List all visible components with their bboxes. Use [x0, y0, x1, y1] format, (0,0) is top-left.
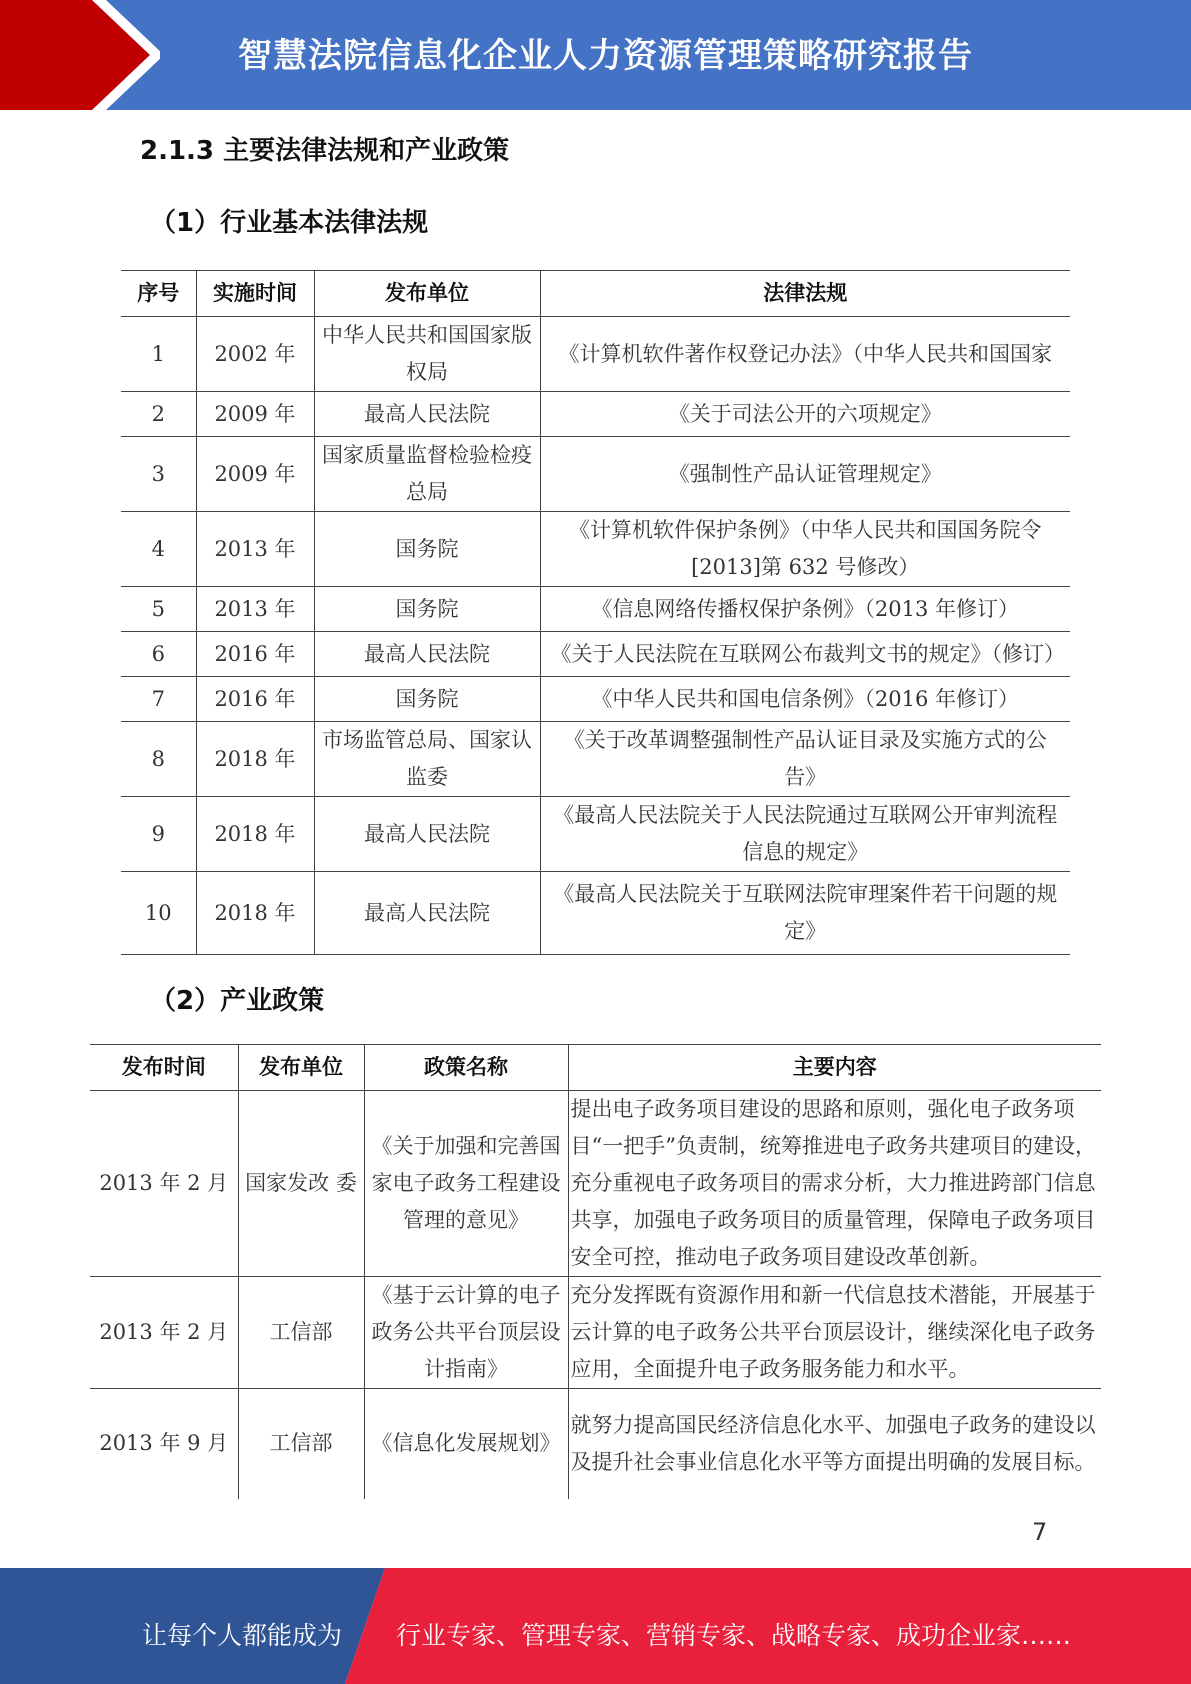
column-header: 序号 [137, 281, 180, 305]
effective-year: 2016 年 [196, 677, 314, 722]
issuer: 最高人民法院 [314, 632, 540, 677]
policy-content: 充分发挥既有资源作用和新一代信息技术潜能，开展基于云计算的电子政务公共平台顶层设计，继续深化电子政务应用，全面提升电子政务服务能力和水平。 [568, 1277, 1101, 1389]
table-row [121, 437, 1070, 512]
publish-date: 2013 年 9 月 [99, 1431, 229, 1456]
row-number: 2 [151, 401, 165, 426]
publish-date: 2013 年 2 月 [99, 1171, 229, 1195]
table-row [121, 392, 1070, 437]
effective-year: 2009 年 [196, 437, 314, 512]
column-header: 发布单位 [238, 1045, 364, 1091]
issuer: 中华人民共和国国家版权局 [314, 317, 540, 392]
footer-slogan-right: 行业专家、管理专家、营销专家、战略专家、成功企业家…… [396, 1621, 1072, 1650]
column-header: 政策名称 [364, 1045, 568, 1091]
table-row [121, 872, 1070, 955]
row-number: 1 [151, 341, 165, 366]
table-row [121, 632, 1070, 677]
row-number: 4 [151, 536, 165, 561]
table-header-row [90, 1045, 1101, 1091]
table-row [90, 1389, 1101, 1499]
issuer: 最高人民法院 [314, 797, 540, 872]
table-row [121, 797, 1070, 872]
policy-name: 《关于加强和完善国家电子政务工程建设管理的意见》 [364, 1091, 568, 1277]
table-row [90, 1277, 1101, 1389]
table-row [90, 1091, 1101, 1277]
row-number: 5 [151, 596, 165, 621]
row-number: 6 [151, 641, 165, 666]
policy-name: 《基于云计算的电子政务公共平台顶层设计指南》 [364, 1277, 568, 1389]
column-header: 发布单位 [314, 271, 540, 317]
report-title: 智慧法院信息化企业人力资源管理策略研究报告 [238, 36, 973, 76]
law-title: 《强制性产品认证管理规定》 [540, 437, 1070, 512]
subsection-heading-policies: （2）产业政策 [150, 986, 325, 1016]
row-number: 9 [151, 821, 165, 846]
subsection-heading-laws: （1）行业基本法律法规 [150, 208, 429, 238]
issuer: 工信部 [238, 1389, 364, 1499]
issuer: 最高人民法院 [314, 392, 540, 437]
page-number: 7 [1032, 1518, 1048, 1546]
row-number: 7 [151, 686, 165, 711]
law-title: 《最高人民法院关于互联网法院审理案件若干问题的规定》 [540, 872, 1070, 955]
page-header [0, 0, 1191, 110]
table-row [121, 677, 1070, 722]
table-row [121, 512, 1070, 587]
table-row [121, 722, 1070, 797]
page-footer [0, 1568, 1191, 1684]
law-title: 《计算机软件保护条例》（中华人民共和国国务院令[2013]第 632 号修改） [540, 512, 1070, 587]
policy-content: 提出电子政务项目建设的思路和原则，强化电子政务项目“一把手”负责制，统筹推进电子政务共建项目的建设，充分重视电子政务项目的需求分析，大力推进跨部门信息共享，加强电子政务项目的质量管理，保障电子政务项目安全可控，推动电子政务项目建设改革创新。 [568, 1091, 1101, 1277]
law-title: 《最高人民法院关于人民法院通过互联网公开审判流程信息的规定》 [540, 797, 1070, 872]
effective-year: 2002 年 [196, 317, 314, 392]
effective-year: 2018 年 [196, 797, 314, 872]
law-title: 《信息网络传播权保护条例》（2013 年修订） [540, 587, 1070, 632]
issuer: 国家质量监督检验检疫总局 [314, 437, 540, 512]
effective-year: 2018 年 [196, 872, 314, 955]
policy-name: 《信息化发展规划》 [364, 1389, 568, 1499]
column-header: 发布时间 [121, 1055, 206, 1079]
issuer: 国务院 [314, 677, 540, 722]
policy-content: 就努力提高国民经济信息化水平、加强电子政务的建设以及提升社会事业信息化水平等方面提出明确的发展目标。 [568, 1389, 1101, 1499]
table-row [121, 587, 1070, 632]
issuer: 国务院 [314, 587, 540, 632]
row-number: 3 [151, 461, 165, 486]
table-row [121, 317, 1070, 392]
column-header: 法律法规 [540, 271, 1070, 317]
policy-table [90, 1044, 1101, 1499]
effective-year: 2013 年 [196, 512, 314, 587]
law-title: 《关于改革调整强制性产品认证目录及实施方式的公告》 [540, 722, 1070, 797]
law-title: 《中华人民共和国电信条例》（2016 年修订） [540, 677, 1070, 722]
law-title: 《关于司法公开的六项规定》 [540, 392, 1070, 437]
effective-year: 2018 年 [196, 722, 314, 797]
issuer: 国家发改 委 [238, 1091, 364, 1277]
effective-year: 2016 年 [196, 632, 314, 677]
column-header: 实施时间 [196, 271, 314, 317]
footer-slogan-left: 让每个人都能成为 [142, 1621, 343, 1650]
column-header: 主要内容 [568, 1045, 1101, 1091]
law-title: 《关于人民法院在互联网公布裁判文书的规定》（修订） [540, 632, 1070, 677]
publish-date: 2013 年 2 月 [99, 1320, 229, 1344]
table-header-row [121, 271, 1070, 317]
issuer: 工信部 [238, 1277, 364, 1389]
effective-year: 2009 年 [196, 392, 314, 437]
law-title: 《计算机软件著作权登记办法》（中华人民共和国国家 [540, 317, 1070, 392]
laws-table [121, 270, 1070, 955]
row-number: 10 [144, 900, 172, 925]
issuer: 国务院 [314, 512, 540, 587]
issuer: 最高人民法院 [314, 872, 540, 955]
section-heading: 2.1.3 主要法律法规和产业政策 [140, 136, 510, 166]
effective-year: 2013 年 [196, 587, 314, 632]
row-number: 8 [151, 746, 165, 771]
issuer: 市场监管总局、国家认监委 [314, 722, 540, 797]
